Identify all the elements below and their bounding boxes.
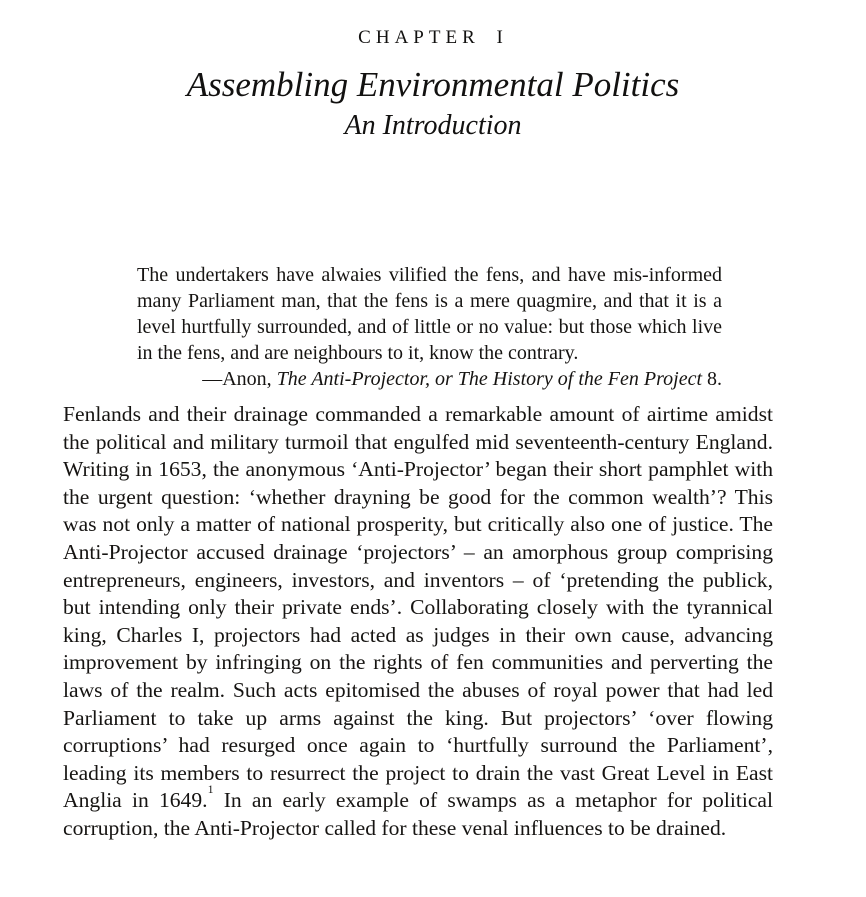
epigraph-quote-text: The undertakers have alwaies vilified the fens, and have mis-informed many Parliament man, that the fens is a mere quagmire, and that it is a level hurtfully surrounded, and of little or no value: but those which live in the fens, and are neighbours to it, know the contrary.	[137, 264, 722, 364]
epigraph-attribution-work-title: The Anti-Projector, or The History of the Fen Project	[276, 368, 702, 390]
chapter-subtitle: An Introduction	[344, 110, 522, 141]
footnote-marker: 1	[207, 782, 214, 797]
body-text-before-footnote: Fenlands and their drainage commanded a remarkable amount of airtime amidst the political and military turmoil that engulfed mid seventeenth-century England. Writing in 1653, the anonymous ‘Anti-Projector’ began their short pamphlet with the urgent question: ‘whether drayning be good for the common wealth’? This was not only a matter of national prosperity, but critically also one of justice. The Anti-Projector accused drainage ‘projectors’ – an amorphous group comprising entrepreneurs, engineers, investors, and inventors – of ‘pretending the publick, but intending only their private ends’. Collaborating closely with the tyrannical king, Charles I, projectors had acted as judges in their own cause, advancing improvement by infringing on the rights of fen communities and perverting the laws of the realm. Such acts epitomised the abuses of royal power that had led Parliament to take up arms against the king. But projectors’ ‘over flowing corruptions’ had resurged once again to ‘hurtfully surround the Parliament’, leading its members to resurrect the project to drain the vast Great Level in East Anglia in 1649.	[63, 402, 773, 813]
epigraph-attribution	[137, 366, 722, 392]
body-paragraph	[63, 401, 773, 843]
epigraph-attribution-page-number: 8.	[702, 368, 722, 390]
chapter-number: CHAPTER I	[358, 27, 508, 48]
chapter-title: Assembling Environmental Politics	[186, 65, 680, 104]
epigraph-block	[137, 262, 722, 392]
body-text-after-footnote: In an early example of swamps as a metaphor for political corruption, the Anti-Projector called for these venal influences to be drained.	[63, 788, 773, 840]
epigraph-attribution-author: —Anon,	[202, 368, 277, 390]
